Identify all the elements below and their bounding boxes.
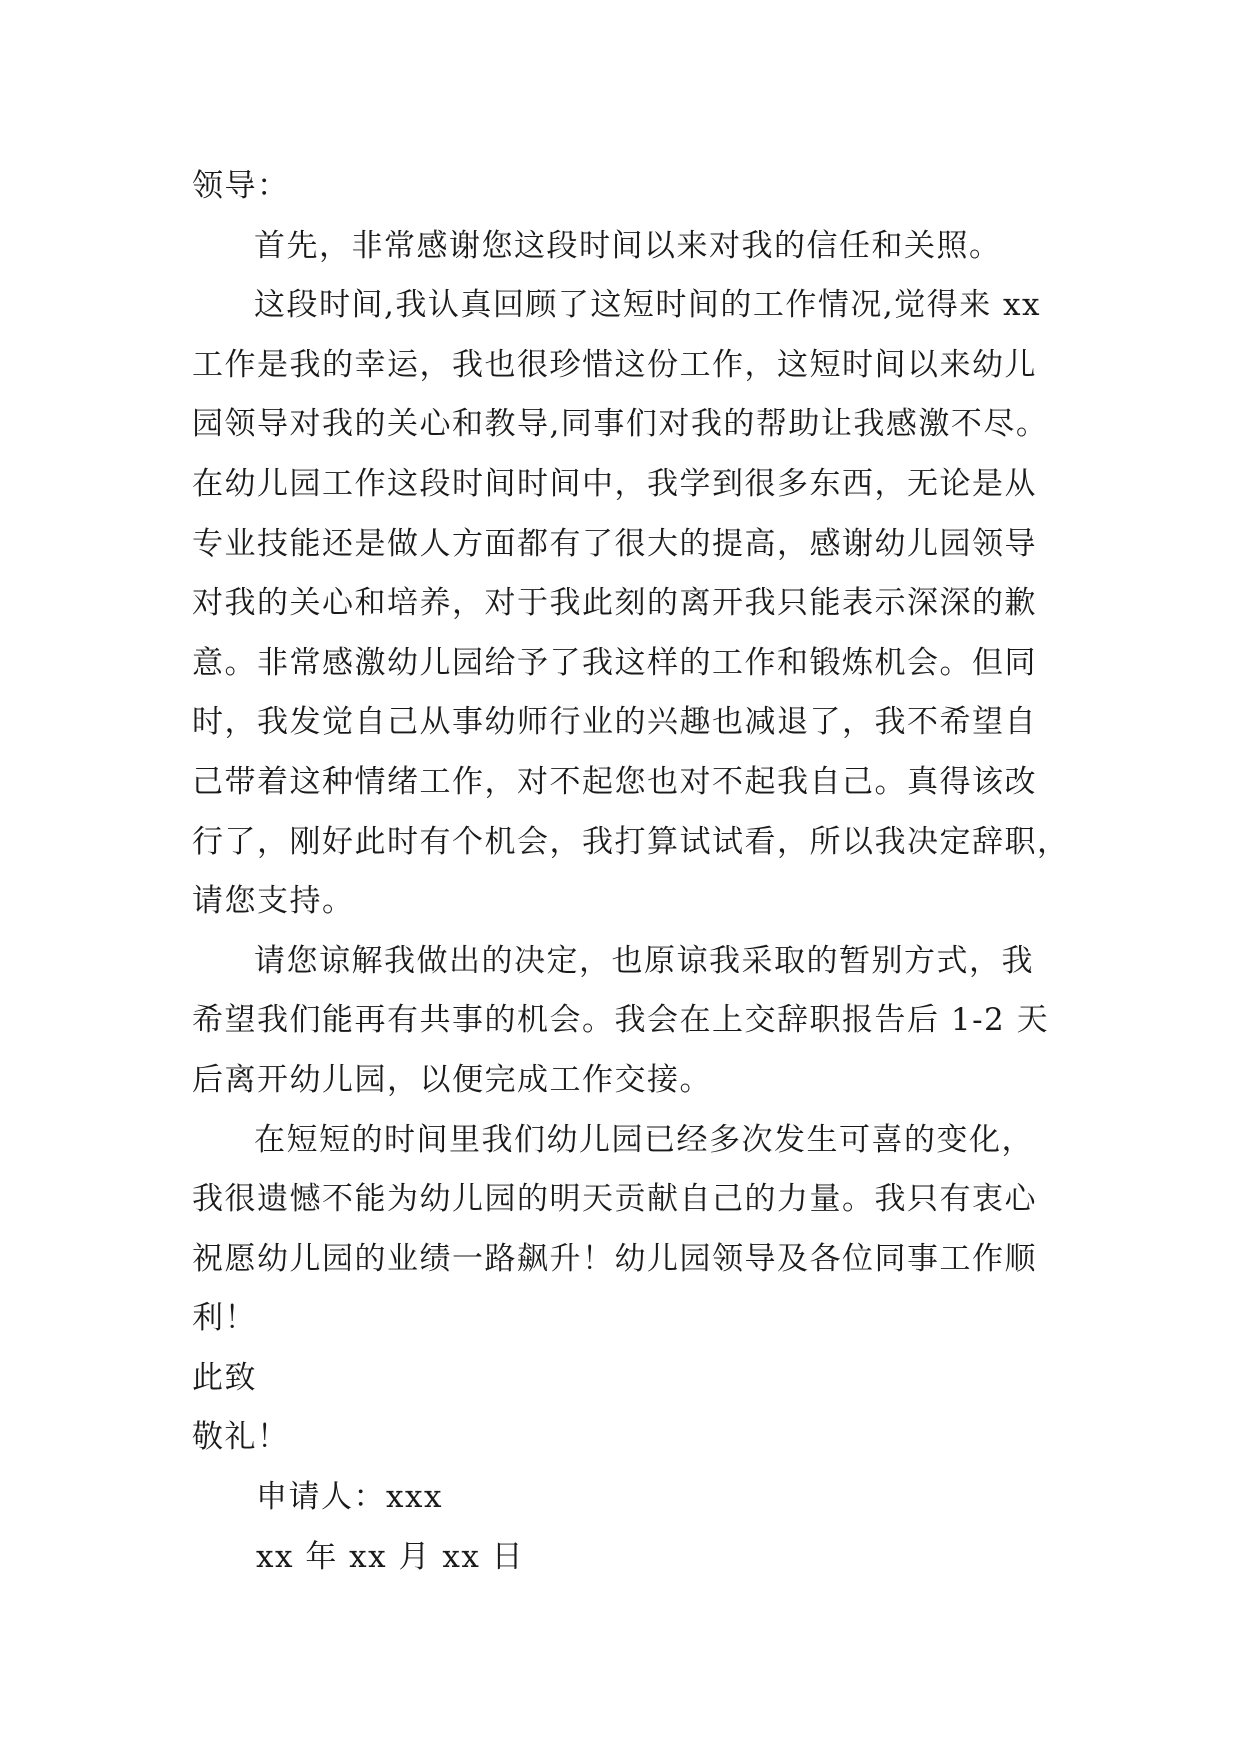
paragraph-2-line-8: 时，我发觉自己从事幼师行业的兴趣也减退了，我不希望自: [192, 704, 1037, 741]
paragraph-2-line-2: 工作是我的幸运，我也很珍惜这份工作，这短时间以来幼儿: [192, 346, 1037, 383]
paragraph-2-line-4: 在幼儿园工作这段时间时间中，我学到很多东西，无论是从: [192, 465, 1037, 502]
letter-body: [192, 157, 1070, 1587]
paragraph-3-line-1: 请您谅解我做出的决定，也原谅我采取的暂别方式，我: [254, 942, 1034, 979]
paragraph-2-line-9: 己带着这种情绪工作，对不起您也对不起我自己。真得该改: [192, 763, 1037, 800]
closing-greeting: 此致: [192, 1359, 257, 1396]
paragraph-3-line-3: 后离开幼儿园，以便完成工作交接。: [192, 1061, 712, 1098]
paragraph-2-line-1: 这段时间,我认真回顾了这短时间的工作情况,觉得来 xx: [254, 287, 1042, 324]
paragraph-4-line-3: 祝愿幼儿园的业绩一路飙升！幼儿园领导及各位同事工作顺: [192, 1240, 1037, 1277]
paragraph-2-line-5: 专业技能还是做人方面都有了很大的提高，感谢幼儿园领导: [192, 525, 1037, 562]
paragraph-2-line-3: 园领导对我的关心和教导,同事们对我的帮助让我感激不尽。: [192, 406, 1049, 443]
paragraph-2-line-6: 对我的关心和培养，对于我此刻的离开我只能表示深深的歉: [192, 585, 1037, 622]
paragraph-4-line-1: 在短短的时间里我们幼儿园已经多次发生可喜的变化，: [254, 1121, 1034, 1158]
paragraph-4-line-2: 我很遗憾不能为幼儿园的明天贡献自己的力量。我只有衷心: [192, 1181, 1037, 1218]
paragraph-2-line-7: 意。非常感激幼儿园给予了我这样的工作和锻炼机会。但同: [192, 644, 1037, 681]
salutation: 领导：: [192, 168, 290, 204]
paragraph-4-line-4: 利！: [192, 1300, 257, 1337]
paragraph-2-line-11: 请您支持。: [192, 883, 355, 920]
signature-date: xx 年 xx 月 xx 日: [256, 1538, 525, 1575]
paragraph-2-line-10: 行了，刚好此时有个机会，我打算试试看，所以我决定辞职，: [192, 823, 1070, 860]
paragraph-3-line-2: 希望我们能再有共事的机会。我会在上交辞职报告后 1-2 天: [192, 1002, 1050, 1039]
signature-applicant: 申请人：xxx: [256, 1479, 443, 1516]
closing-salute: 敬礼！: [192, 1419, 290, 1456]
paragraph-1-line-1: 首先，非常感谢您这段时间以来对我的信任和关照。: [254, 227, 1002, 264]
